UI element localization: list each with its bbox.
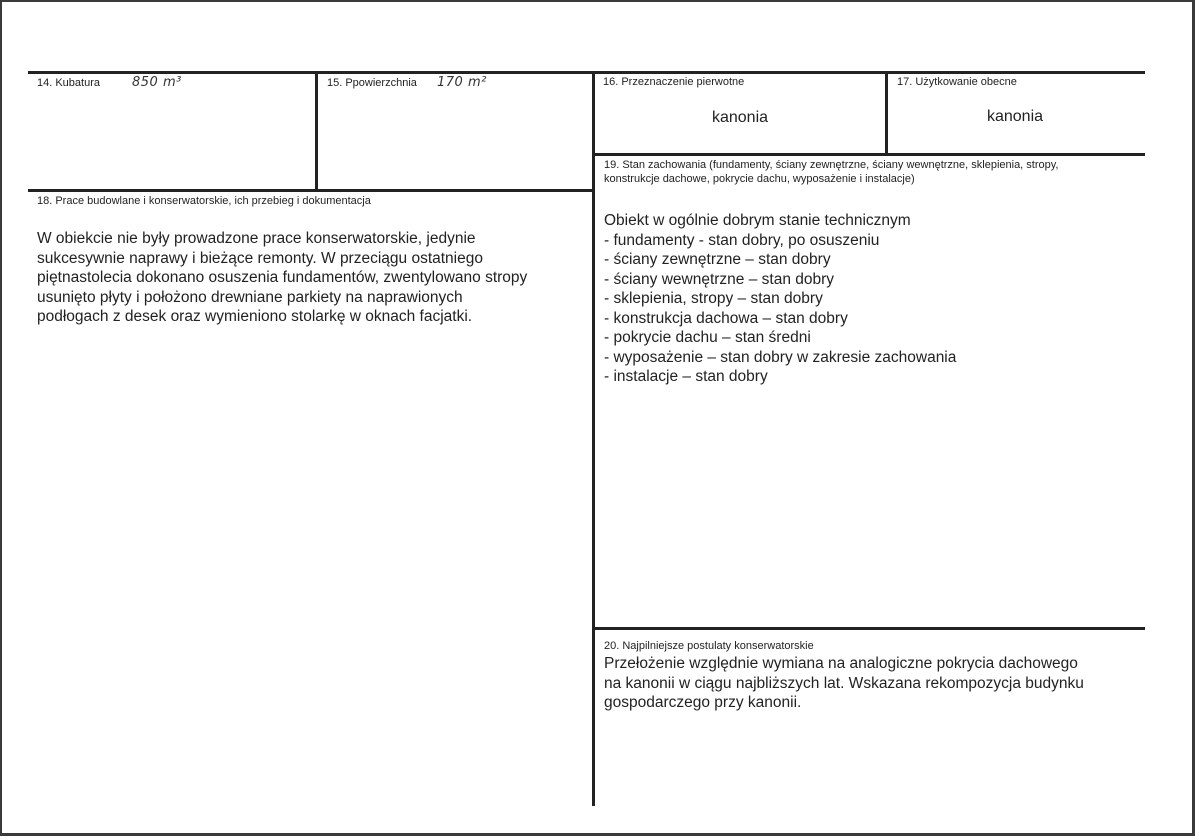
text-line: gospodarczego przy kanonii.	[604, 694, 802, 711]
text-line: Przełożenie względnie wymiana na analogiczne pokrycia dachowego	[604, 655, 1078, 672]
center-divider	[592, 71, 595, 806]
field-postulaty-label: 20. Najpilniejsze postulaty konserwatorskie	[604, 640, 814, 652]
field-kubatura-label: 14. Kubatura	[37, 77, 100, 89]
field-przeznaczenie-value: kanonia	[711, 109, 769, 126]
divider-14-15	[315, 71, 318, 191]
condition-item: - instalacje – stan dobry	[604, 367, 1139, 387]
field-prace-label: 18. Prace budowlane i konserwatorskie, ich przebieg i dokumentacja	[37, 195, 371, 207]
text-line: sukcesywnie naprawy i bieżące remonty. W przeciągu ostatniego	[37, 249, 483, 267]
text-line: podłogach z desek oraz wymieniono stolarkę w oknach facjatki.	[37, 308, 473, 325]
condition-item: - konstrukcja dachowa – stan dobry	[604, 309, 1139, 329]
condition-item: - fundamenty - stan dobry, po osuszeniu	[604, 231, 1139, 251]
condition-item: - ściany wewnętrzne – stan dobry	[604, 270, 1139, 290]
text-line: na kanonii w ciągu najbliższych lat. Wskazana rekompozycja budynku	[604, 674, 1084, 692]
field-uzytkowanie-value: kanonia	[986, 108, 1044, 125]
label-line: konstrukcje dachowe, pokrycie dachu, wyposażenie i instalacje)	[604, 173, 915, 185]
text-line: usunięto płyty i położono drewniane parkiety na naprawionych	[37, 288, 463, 306]
rule-above-20	[592, 627, 1145, 630]
condition-item: - wyposażenie – stan dobry w zakresie zachowania	[604, 348, 1139, 368]
field-postulaty-text	[604, 654, 1144, 713]
label-line: 19. Stan zachowania (fundamenty, ściany zewnętrzne, ściany wewnętrzne, sklepienia, stropy,	[604, 159, 1059, 171]
stan-intro: Obiekt w ogólnie dobrym stanie technicznym	[604, 212, 911, 229]
text-line: W obiekcie nie były prowadzone prace konserwatorskie, jedynie	[37, 230, 476, 247]
top-rule	[28, 71, 1145, 74]
condition-list	[604, 231, 1139, 387]
text-line: piętnastolecia dokonano osuszenia fundamentów, zwentylowano stropy	[37, 269, 528, 286]
field-powierzchnia-label: 15. Ppowierzchnia	[327, 77, 417, 89]
rule-under-14-15	[28, 189, 595, 192]
condition-item: - ściany zewnętrzne – stan dobry	[604, 250, 1139, 270]
field-stan-label	[604, 158, 1059, 186]
field-prace-text	[37, 229, 587, 327]
field-stan-text	[604, 211, 1139, 387]
condition-item: - sklepienia, stropy – stan dobry	[604, 289, 1139, 309]
field-uzytkowanie-label: 17. Użytkowanie obecne	[897, 76, 1017, 88]
condition-item: - pokrycie dachu – stan średni	[604, 328, 1139, 348]
rule-under-16-17	[592, 153, 1145, 156]
field-przeznaczenie-label: 16. Przeznaczenie pierwotne	[603, 76, 745, 88]
field-kubatura-value: 850 m³	[132, 75, 182, 90]
field-powierzchnia-value: 170 m²	[437, 75, 487, 90]
